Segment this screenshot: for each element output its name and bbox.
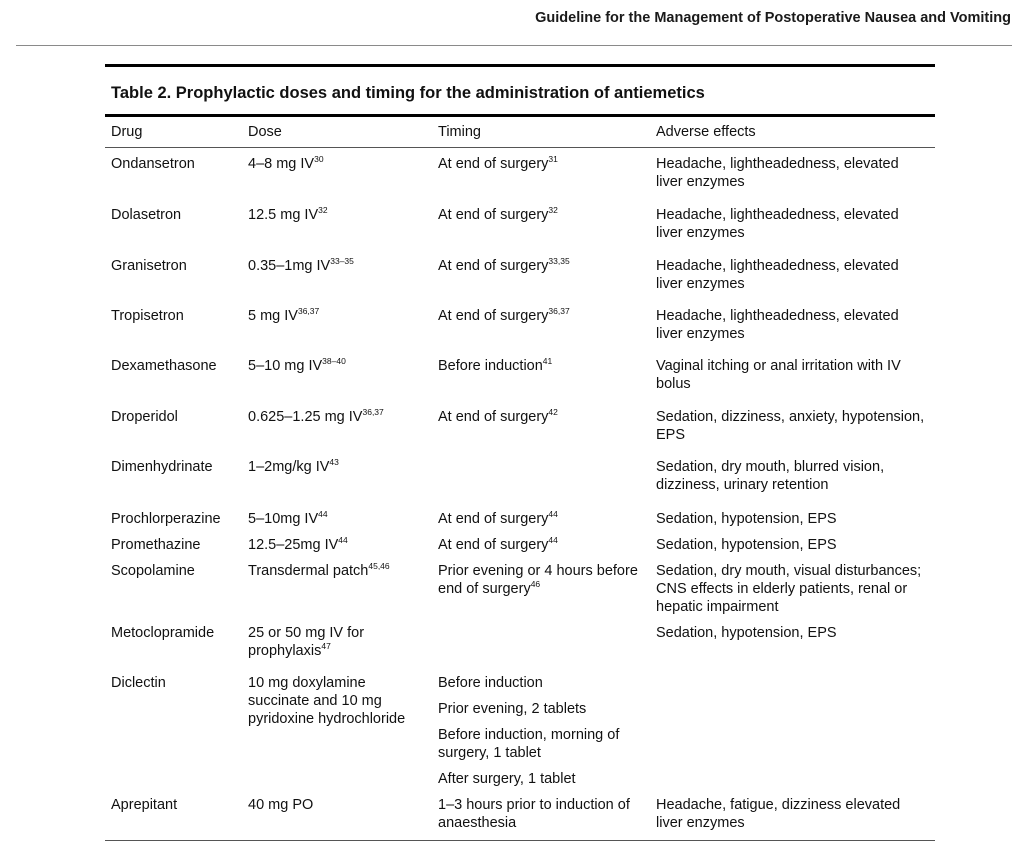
drug-name: Prochlorperazine bbox=[111, 511, 221, 527]
dose-cell bbox=[242, 528, 432, 554]
drug-cell bbox=[105, 788, 242, 840]
dose-cell bbox=[242, 451, 432, 502]
adverse-effects-text: Sedation, dizziness, anxiety, hypotension, EPS bbox=[656, 409, 925, 443]
drug-cell bbox=[105, 300, 242, 350]
dose-cell bbox=[242, 148, 432, 200]
dose-reference: 43 bbox=[329, 457, 339, 467]
adverse-effects-text: Headache, lightheadedness, elevated liver enzymes bbox=[656, 156, 899, 190]
dose-reference: 32 bbox=[318, 205, 328, 215]
table-caption: Table 2. Prophylactic doses and timing for the administration of antiemetics bbox=[111, 84, 705, 102]
dose-cell bbox=[242, 199, 432, 250]
column-header-dose: Dose bbox=[248, 124, 282, 140]
dose-cell bbox=[242, 250, 432, 300]
timing-cell bbox=[432, 554, 650, 616]
timing-text: At end of surgery bbox=[438, 156, 549, 172]
table-row bbox=[105, 199, 935, 250]
drug-cell bbox=[105, 350, 242, 401]
adverse-effects-text: Headache, lightheadedness, elevated liver enzymes bbox=[656, 308, 899, 342]
table-row bbox=[105, 502, 935, 528]
timing-cell bbox=[432, 616, 650, 666]
drug-name: Metoclopramide bbox=[111, 625, 215, 641]
drug-cell bbox=[105, 250, 242, 300]
timing-text: At end of surgery bbox=[438, 511, 549, 527]
drug-name: Promethazine bbox=[111, 537, 201, 553]
dose-text: 12.5 mg IV bbox=[248, 207, 319, 223]
timing-cell bbox=[432, 528, 650, 554]
drug-cell bbox=[105, 199, 242, 250]
adverse-effects-cell bbox=[650, 350, 935, 401]
timing-cell bbox=[432, 401, 650, 451]
table-row bbox=[105, 554, 935, 616]
table-header-row bbox=[105, 117, 935, 148]
timing-text: At end of surgery bbox=[438, 409, 549, 425]
timing-line bbox=[438, 510, 644, 528]
drug-name: Droperidol bbox=[111, 409, 178, 425]
drug-name: Diclectin bbox=[111, 675, 166, 691]
column-header-timing: Timing bbox=[438, 124, 481, 140]
adverse-effects-cell bbox=[650, 401, 935, 451]
timing-text: Before induction bbox=[438, 675, 543, 691]
adverse-effects-text: Sedation, hypotension, EPS bbox=[656, 537, 837, 553]
table-row bbox=[105, 250, 935, 300]
dose-cell bbox=[242, 350, 432, 401]
dose-text: 1–2mg/kg IV bbox=[248, 459, 330, 475]
drug-cell bbox=[105, 554, 242, 616]
dose-reference: 36,37 bbox=[297, 306, 320, 316]
adverse-effects-cell bbox=[650, 300, 935, 350]
table-row bbox=[105, 788, 935, 840]
drug-name: Ondansetron bbox=[111, 156, 195, 172]
timing-cell bbox=[432, 350, 650, 401]
timing-reference: 44 bbox=[548, 535, 558, 545]
dose-reference: 45,46 bbox=[368, 561, 390, 571]
timing-text: After surgery, 1 tablet bbox=[438, 771, 576, 787]
drug-cell bbox=[105, 148, 242, 200]
timing-line bbox=[438, 206, 644, 224]
timing-cell bbox=[432, 250, 650, 300]
drug-name: Dimenhydrinate bbox=[111, 459, 213, 475]
dose-cell bbox=[242, 300, 432, 350]
drug-cell bbox=[105, 666, 242, 788]
adverse-effects-text: Sedation, dry mouth, blurred vision, dizziness, urinary retention bbox=[656, 459, 885, 493]
adverse-effects-cell bbox=[650, 502, 935, 528]
adverse-effects-text: Sedation, hypotension, EPS bbox=[656, 511, 837, 527]
adverse-effects-text: Sedation, hypotension, EPS bbox=[656, 625, 837, 641]
adverse-effects-cell bbox=[650, 666, 935, 788]
timing-text: At end of surgery bbox=[438, 308, 549, 324]
dose-text: 5–10 mg IV bbox=[248, 358, 323, 374]
adverse-effects-cell bbox=[650, 528, 935, 554]
drug-name: Dolasetron bbox=[111, 207, 182, 223]
antiemetics-table bbox=[105, 117, 935, 840]
timing-reference: 31 bbox=[548, 154, 558, 164]
antiemetics-table-container bbox=[105, 64, 935, 841]
drug-cell bbox=[105, 451, 242, 502]
dose-reference: 38–40 bbox=[322, 356, 346, 366]
adverse-effects-text: Vaginal itching or anal irritation with IV bolus bbox=[656, 358, 901, 392]
dose-text: 40 mg PO bbox=[248, 797, 314, 813]
timing-reference: 41 bbox=[542, 356, 553, 366]
dose-text: 4–8 mg IV bbox=[248, 156, 315, 172]
dose-reference: 47 bbox=[321, 641, 331, 651]
timing-line bbox=[438, 562, 644, 598]
dose-cell bbox=[242, 502, 432, 528]
drug-cell bbox=[105, 502, 242, 528]
timing-line bbox=[438, 796, 644, 832]
timing-text: At end of surgery bbox=[438, 207, 549, 223]
timing-text: At end of surgery bbox=[438, 258, 549, 274]
timing-cell bbox=[432, 788, 650, 840]
timing-cell bbox=[432, 148, 650, 200]
adverse-effects-cell bbox=[650, 199, 935, 250]
drug-name: Tropisetron bbox=[111, 308, 184, 324]
timing-reference: 42 bbox=[548, 407, 558, 417]
adverse-effects-cell bbox=[650, 788, 935, 840]
table-row bbox=[105, 401, 935, 451]
timing-cell bbox=[432, 451, 650, 502]
timing-reference: 46 bbox=[530, 579, 541, 589]
dose-text: 10 mg doxylamine succinate and 10 mg pyridoxine hydrochloride bbox=[248, 675, 406, 727]
adverse-effects-text: Headache, fatigue, dizziness elevated liver enzymes bbox=[656, 797, 901, 831]
table-row bbox=[105, 451, 935, 502]
timing-cell bbox=[432, 300, 650, 350]
timing-line bbox=[438, 155, 644, 173]
dose-reference: 33–35 bbox=[330, 256, 354, 266]
timing-line bbox=[438, 307, 644, 325]
table-row bbox=[105, 300, 935, 350]
header-divider bbox=[16, 45, 1012, 46]
timing-line bbox=[438, 700, 644, 718]
timing-line bbox=[438, 726, 644, 762]
timing-text: At end of surgery bbox=[438, 537, 549, 553]
dose-text: 12.5–25mg IV bbox=[248, 537, 339, 553]
adverse-effects-text: Sedation, dry mouth, visual disturbances; CNS effects in elderly patients, renal or hepatic impairment bbox=[656, 563, 922, 615]
drug-name: Scopolamine bbox=[111, 563, 195, 579]
timing-line bbox=[438, 357, 644, 375]
dose-text: Transdermal patch bbox=[248, 563, 369, 579]
adverse-effects-cell bbox=[650, 148, 935, 200]
timing-reference: 44 bbox=[548, 509, 558, 519]
dose-cell bbox=[242, 616, 432, 666]
timing-reference: 32 bbox=[548, 205, 558, 215]
timing-cell bbox=[432, 666, 650, 788]
table-row bbox=[105, 350, 935, 401]
timing-cell bbox=[432, 199, 650, 250]
timing-text: Before induction bbox=[438, 358, 543, 374]
table-row bbox=[105, 528, 935, 554]
timing-text: Prior evening, 2 tablets bbox=[438, 701, 587, 717]
timing-line bbox=[438, 257, 644, 275]
table-row bbox=[105, 666, 935, 788]
timing-line bbox=[438, 674, 644, 692]
column-header-drug: Drug bbox=[111, 124, 143, 140]
dose-cell bbox=[242, 554, 432, 616]
timing-line bbox=[438, 536, 644, 554]
dose-text: 25 or 50 mg IV for prophylaxis bbox=[248, 625, 365, 659]
dose-cell bbox=[242, 401, 432, 451]
column-header-adverse-effects: Adverse effects bbox=[656, 124, 756, 140]
adverse-effects-cell bbox=[650, 616, 935, 666]
dose-text: 5 mg IV bbox=[248, 308, 298, 324]
drug-cell bbox=[105, 616, 242, 666]
drug-name: Granisetron bbox=[111, 258, 187, 274]
timing-text: Prior evening or 4 hours before end of surgery bbox=[438, 563, 638, 597]
running-header-title: Guideline for the Management of Postoperative Nausea and Vomiting bbox=[535, 10, 1011, 26]
timing-line bbox=[438, 408, 644, 426]
timing-reference: 36,37 bbox=[548, 306, 570, 316]
adverse-effects-cell bbox=[650, 554, 935, 616]
table-row bbox=[105, 148, 935, 200]
drug-cell bbox=[105, 528, 242, 554]
dose-reference: 44 bbox=[318, 509, 328, 519]
adverse-effects-text: Headache, lightheadedness, elevated liver enzymes bbox=[656, 258, 899, 292]
dose-cell bbox=[242, 788, 432, 840]
dose-cell bbox=[242, 666, 432, 788]
drug-name: Dexamethasone bbox=[111, 358, 217, 374]
adverse-effects-cell bbox=[650, 250, 935, 300]
dose-reference: 30 bbox=[314, 154, 324, 164]
dose-reference: 44 bbox=[338, 535, 348, 545]
timing-text: 1–3 hours prior to induction of anaesthesia bbox=[438, 797, 630, 831]
timing-cell bbox=[432, 502, 650, 528]
adverse-effects-text: Headache, lightheadedness, elevated liver enzymes bbox=[656, 207, 899, 241]
adverse-effects-cell bbox=[650, 451, 935, 502]
table-row bbox=[105, 616, 935, 666]
drug-cell bbox=[105, 401, 242, 451]
table-body bbox=[105, 148, 935, 841]
drug-name: Aprepitant bbox=[111, 797, 178, 813]
dose-reference: 36,37 bbox=[362, 407, 384, 417]
dose-text: 0.35–1mg IV bbox=[248, 258, 331, 274]
timing-line bbox=[438, 770, 644, 788]
dose-text: 0.625–1.25 mg IV bbox=[248, 409, 363, 425]
dose-text: 5–10mg IV bbox=[248, 511, 319, 527]
timing-text: Before induction, morning of surgery, 1 tablet bbox=[438, 727, 620, 761]
timing-reference: 33,35 bbox=[548, 256, 570, 266]
